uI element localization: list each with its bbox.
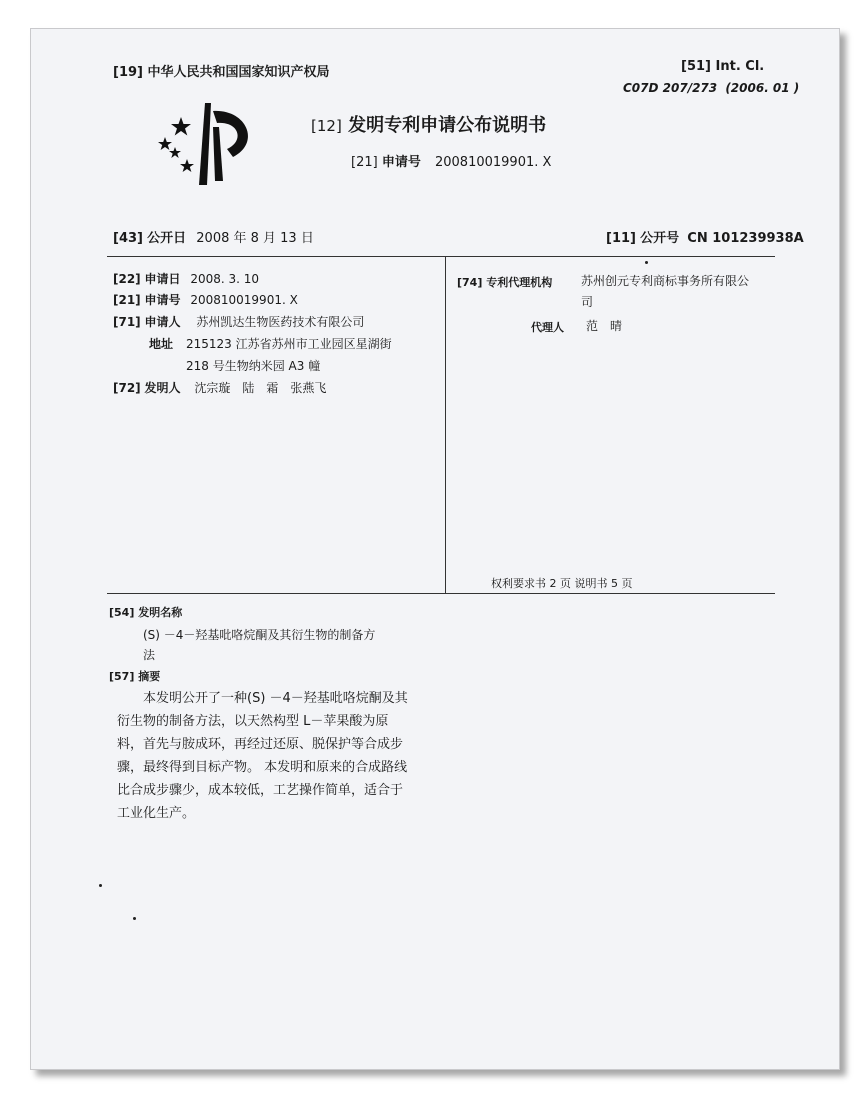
applicant-row: [71] 申请人 苏州凯达生物医药技术有限公司 [113,315,365,329]
app-no-label: 申请号 [381,155,421,170]
invention-title-line-2: 法 [143,648,156,662]
document-page [30,28,840,1070]
pub-no-label: 公开号 [640,231,680,246]
column-divider [445,257,446,593]
office-name: 中华人民共和国国家知识产权局 [147,65,330,80]
scan-speck [133,917,136,920]
inventor-row: [72] 发明人 沈宗璇 陆 霜 张燕飞 [113,381,327,395]
abstract-line-6: 工业化生产。 [117,806,196,821]
pub-date-code: [43] [113,231,143,246]
invention-title-line-1: (S) －4－羟基吡咯烷酮及其衍生物的制备方 [143,628,376,642]
abstract-line-1: 本发明公开了一种(S) －4－羟基吡咯烷酮及其 [143,691,408,706]
agent-label: 代理人 [531,321,564,334]
bottom-rule [107,593,775,594]
intcl-value-line [623,81,799,95]
address-line-1: 215123 江苏省苏州市工业园区星湖街 [186,337,392,351]
page-counts: 权利要求书 2 页 说明书 5 页 [491,577,633,590]
pub-no-line [606,227,804,246]
app-no-value: 200810019901. X [434,155,552,170]
abstract-line-4: 骤，最终得到目标产物。 本发明和原来的合成路线 [117,760,408,775]
pub-no-code: [11] [606,231,636,246]
abstract-label-row: [57] 摘要 [109,670,161,683]
doc-type-line [311,111,546,137]
address-label: 地址 [149,337,174,351]
pub-date-line [113,227,314,246]
title-label-row: [54] 发明名称 [109,606,183,619]
agency-label-row: [74] 专利代理机构 [457,276,553,289]
doc-type-code: [12] [311,117,342,135]
scan-speck [645,261,648,264]
pub-no-value: CN 101239938A [687,231,804,246]
agency-line-1: 苏州创元专利商标事务所有限公 [581,274,750,288]
application-no-row: [21] 申请号 200810019901. X [113,293,298,307]
cnipa-emblem-icon [143,97,273,193]
office-line [113,61,330,80]
abstract-line-5: 比合成步骤少，成本较低，工艺操作简单，适合于 [117,783,404,798]
agency-line-2: 司 [581,295,594,309]
app-no-header [351,151,551,170]
pub-date-label: 公开日 [147,231,187,246]
pub-date-value: 2008 年 8 月 13 日 [196,231,314,246]
abstract-line-3: 料，首先与胺成环，再经过还原、脱保护等合成步 [117,737,404,752]
office-code: [19] [113,65,143,80]
scan-speck [99,884,102,887]
intcl-version: (2006. 01 ) [725,81,800,95]
abstract-line-2: 衍生物的制备方法，以天然构型 L－苹果酸为原 [117,714,389,729]
intcl-label: Int. Cl. [715,59,765,74]
filing-date-row: [22] 申请日 2008. 3. 10 [113,272,260,286]
intcl-code: [51] [681,59,711,74]
intcl-line [681,59,764,74]
app-no-code: [21] [351,155,378,170]
doc-type: 发明专利申请公布说明书 [348,115,547,136]
agent-value: 范 晴 [586,319,623,333]
address-line-2: 218 号生物纳米园 A3 幢 [186,359,321,373]
top-rule [107,256,775,257]
intcl-value: C07D 207/273 [623,81,718,95]
